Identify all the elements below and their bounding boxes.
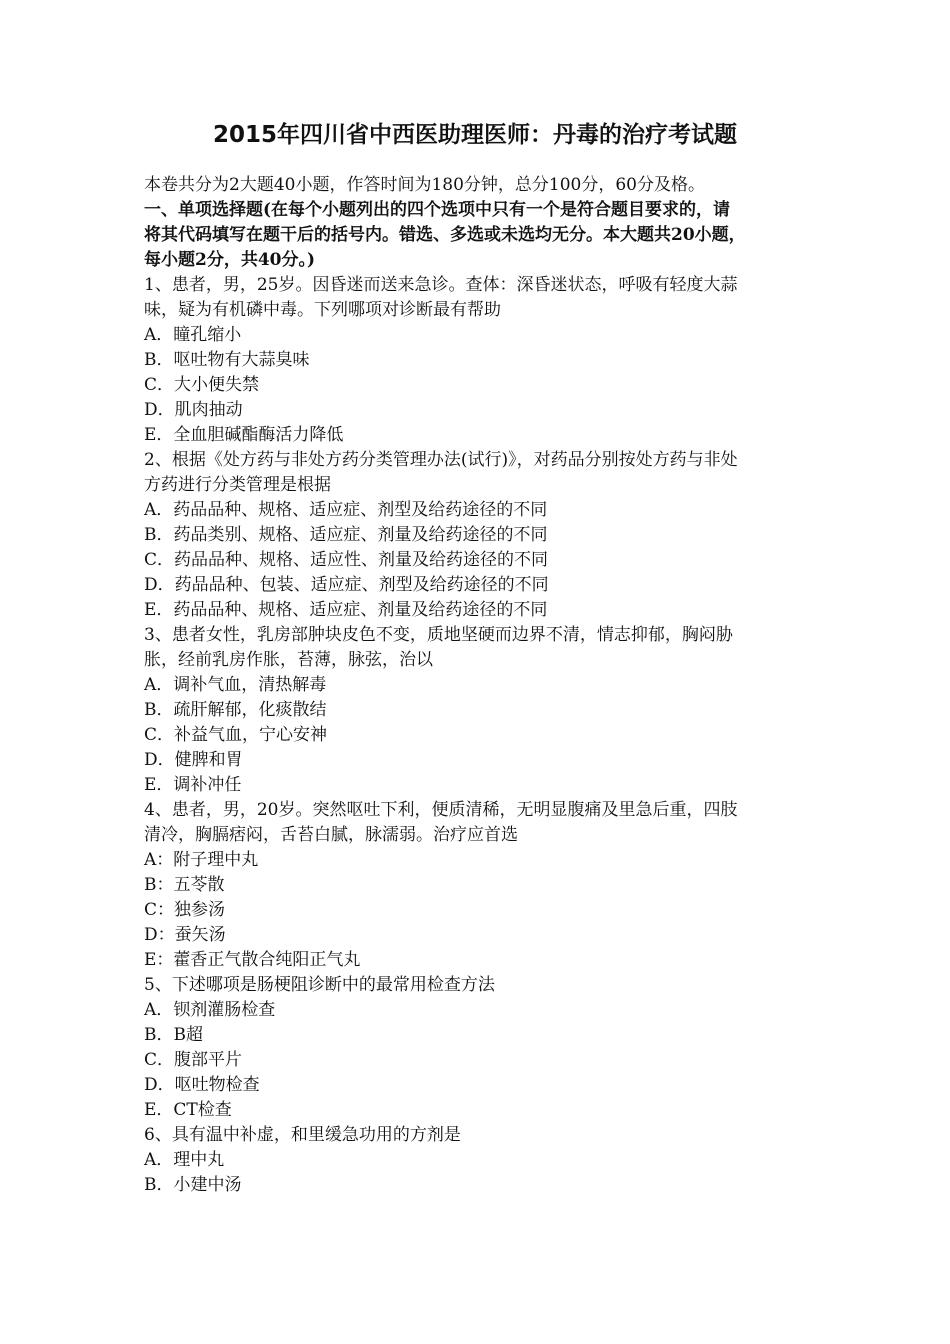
answer-option: E．CT检查 <box>144 1100 232 1120</box>
answer-option: C：独参汤 <box>144 900 226 920</box>
answer-option: D．肌肉抽动 <box>144 400 243 420</box>
answer-option: E．全血胆碱酯酶活力降低 <box>144 425 344 445</box>
answer-option: D．呕吐物检查 <box>144 1075 260 1095</box>
question-stem-line: 6、具有温中补虚，和里缓急功用的方剂是 <box>144 1125 461 1145</box>
answer-option: D：蚕矢汤 <box>144 925 226 945</box>
question-stem-line: 味，疑为有机磷中毒。下列哪项对诊断最有帮助 <box>144 300 501 320</box>
answer-option: C．腹部平片 <box>144 1050 243 1070</box>
answer-option: B．小建中汤 <box>144 1175 242 1195</box>
answer-option: B．疏肝解郁，化痰散结 <box>144 700 327 720</box>
question-2 <box>144 448 812 623</box>
answer-option: A．理中丸 <box>144 1150 225 1170</box>
answer-option: D．药品品种、包装、适应症、剂型及给药途径的不同 <box>144 575 549 595</box>
question-stem-line: 2、根据《处方药与非处方药分类管理办法(试行)》，对药品分别按处方药与非处 <box>144 450 738 470</box>
answer-option: C．大小便失禁 <box>144 375 260 395</box>
question-5 <box>144 973 812 1123</box>
answer-option: B．药品类别、规格、适应症、剂量及给药途径的不同 <box>144 525 548 545</box>
section-heading-line: 将其代码填写在题干后的括号内。错选、多选或未选均无分。本大题共20小题， <box>144 225 746 245</box>
answer-option: A．钡剂灌肠检查 <box>144 1000 276 1020</box>
answer-option: C．补益气血，宁心安神 <box>144 725 328 745</box>
question-1 <box>144 273 812 448</box>
document-body <box>144 173 812 1198</box>
question-stem-line: 3、患者女性，乳房部肿块皮色不变，质地坚硬而边界不清，情志抑郁，胸闷胁 <box>144 625 733 645</box>
answer-option: E．药品品种、规格、适应症、剂量及给药途径的不同 <box>144 600 548 620</box>
document-title: 2015年四川省中西医助理医师：丹毒的治疗考试题 <box>212 122 737 148</box>
question-6 <box>144 1123 812 1198</box>
answer-option: A．瞳孔缩小 <box>144 325 242 345</box>
answer-option: B：五苓散 <box>144 875 225 895</box>
question-3 <box>144 623 812 798</box>
question-4 <box>144 798 812 973</box>
answer-option: E．调补冲任 <box>144 775 242 795</box>
question-stem-line: 清冷，胸膈痞闷，舌苔白腻，脉濡弱。治疗应首选 <box>144 825 518 845</box>
answer-option: A．药品品种、规格、适应症、剂型及给药途径的不同 <box>144 500 548 520</box>
answer-option: A：附子理中丸 <box>144 850 259 870</box>
question-stem-line: 4、患者，男，20岁。突然呕吐下利，便质清稀，无明显腹痛及里急后重，四肢 <box>144 800 738 820</box>
section-heading <box>144 198 812 273</box>
question-stem-line: 方药进行分类管理是根据 <box>144 475 331 495</box>
answer-option: E：藿香正气散合纯阳正气丸 <box>144 950 361 970</box>
answer-option: B．呕吐物有大蒜臭味 <box>144 350 310 370</box>
question-stem-line: 5、下述哪项是肠梗阻诊断中的最常用检查方法 <box>144 975 495 995</box>
section-heading-line: 每小题2分，共40分。) <box>144 250 316 270</box>
section-heading-line: 一、单项选择题(在每个小题列出的四个选项中只有一个是符合题目要求的，请 <box>144 200 731 220</box>
answer-option: C．药品品种、规格、适应性、剂量及给药途径的不同 <box>144 550 549 570</box>
question-stem-line: 胀，经前乳房作胀，苔薄，脉弦，治以 <box>144 650 433 670</box>
question-stem-line: 1、患者，男，25岁。因昏迷而送来急诊。查体：深昏迷状态，呼吸有轻度大蒜 <box>144 275 738 295</box>
answer-option: D．健脾和胃 <box>144 750 243 770</box>
exam-intro: 本卷共分为2大题40小题，作答时间为180分钟，总分100分，60分及格。 <box>144 175 705 195</box>
answer-option: B．B超 <box>144 1025 203 1045</box>
answer-option: A．调补气血，清热解毒 <box>144 675 327 695</box>
